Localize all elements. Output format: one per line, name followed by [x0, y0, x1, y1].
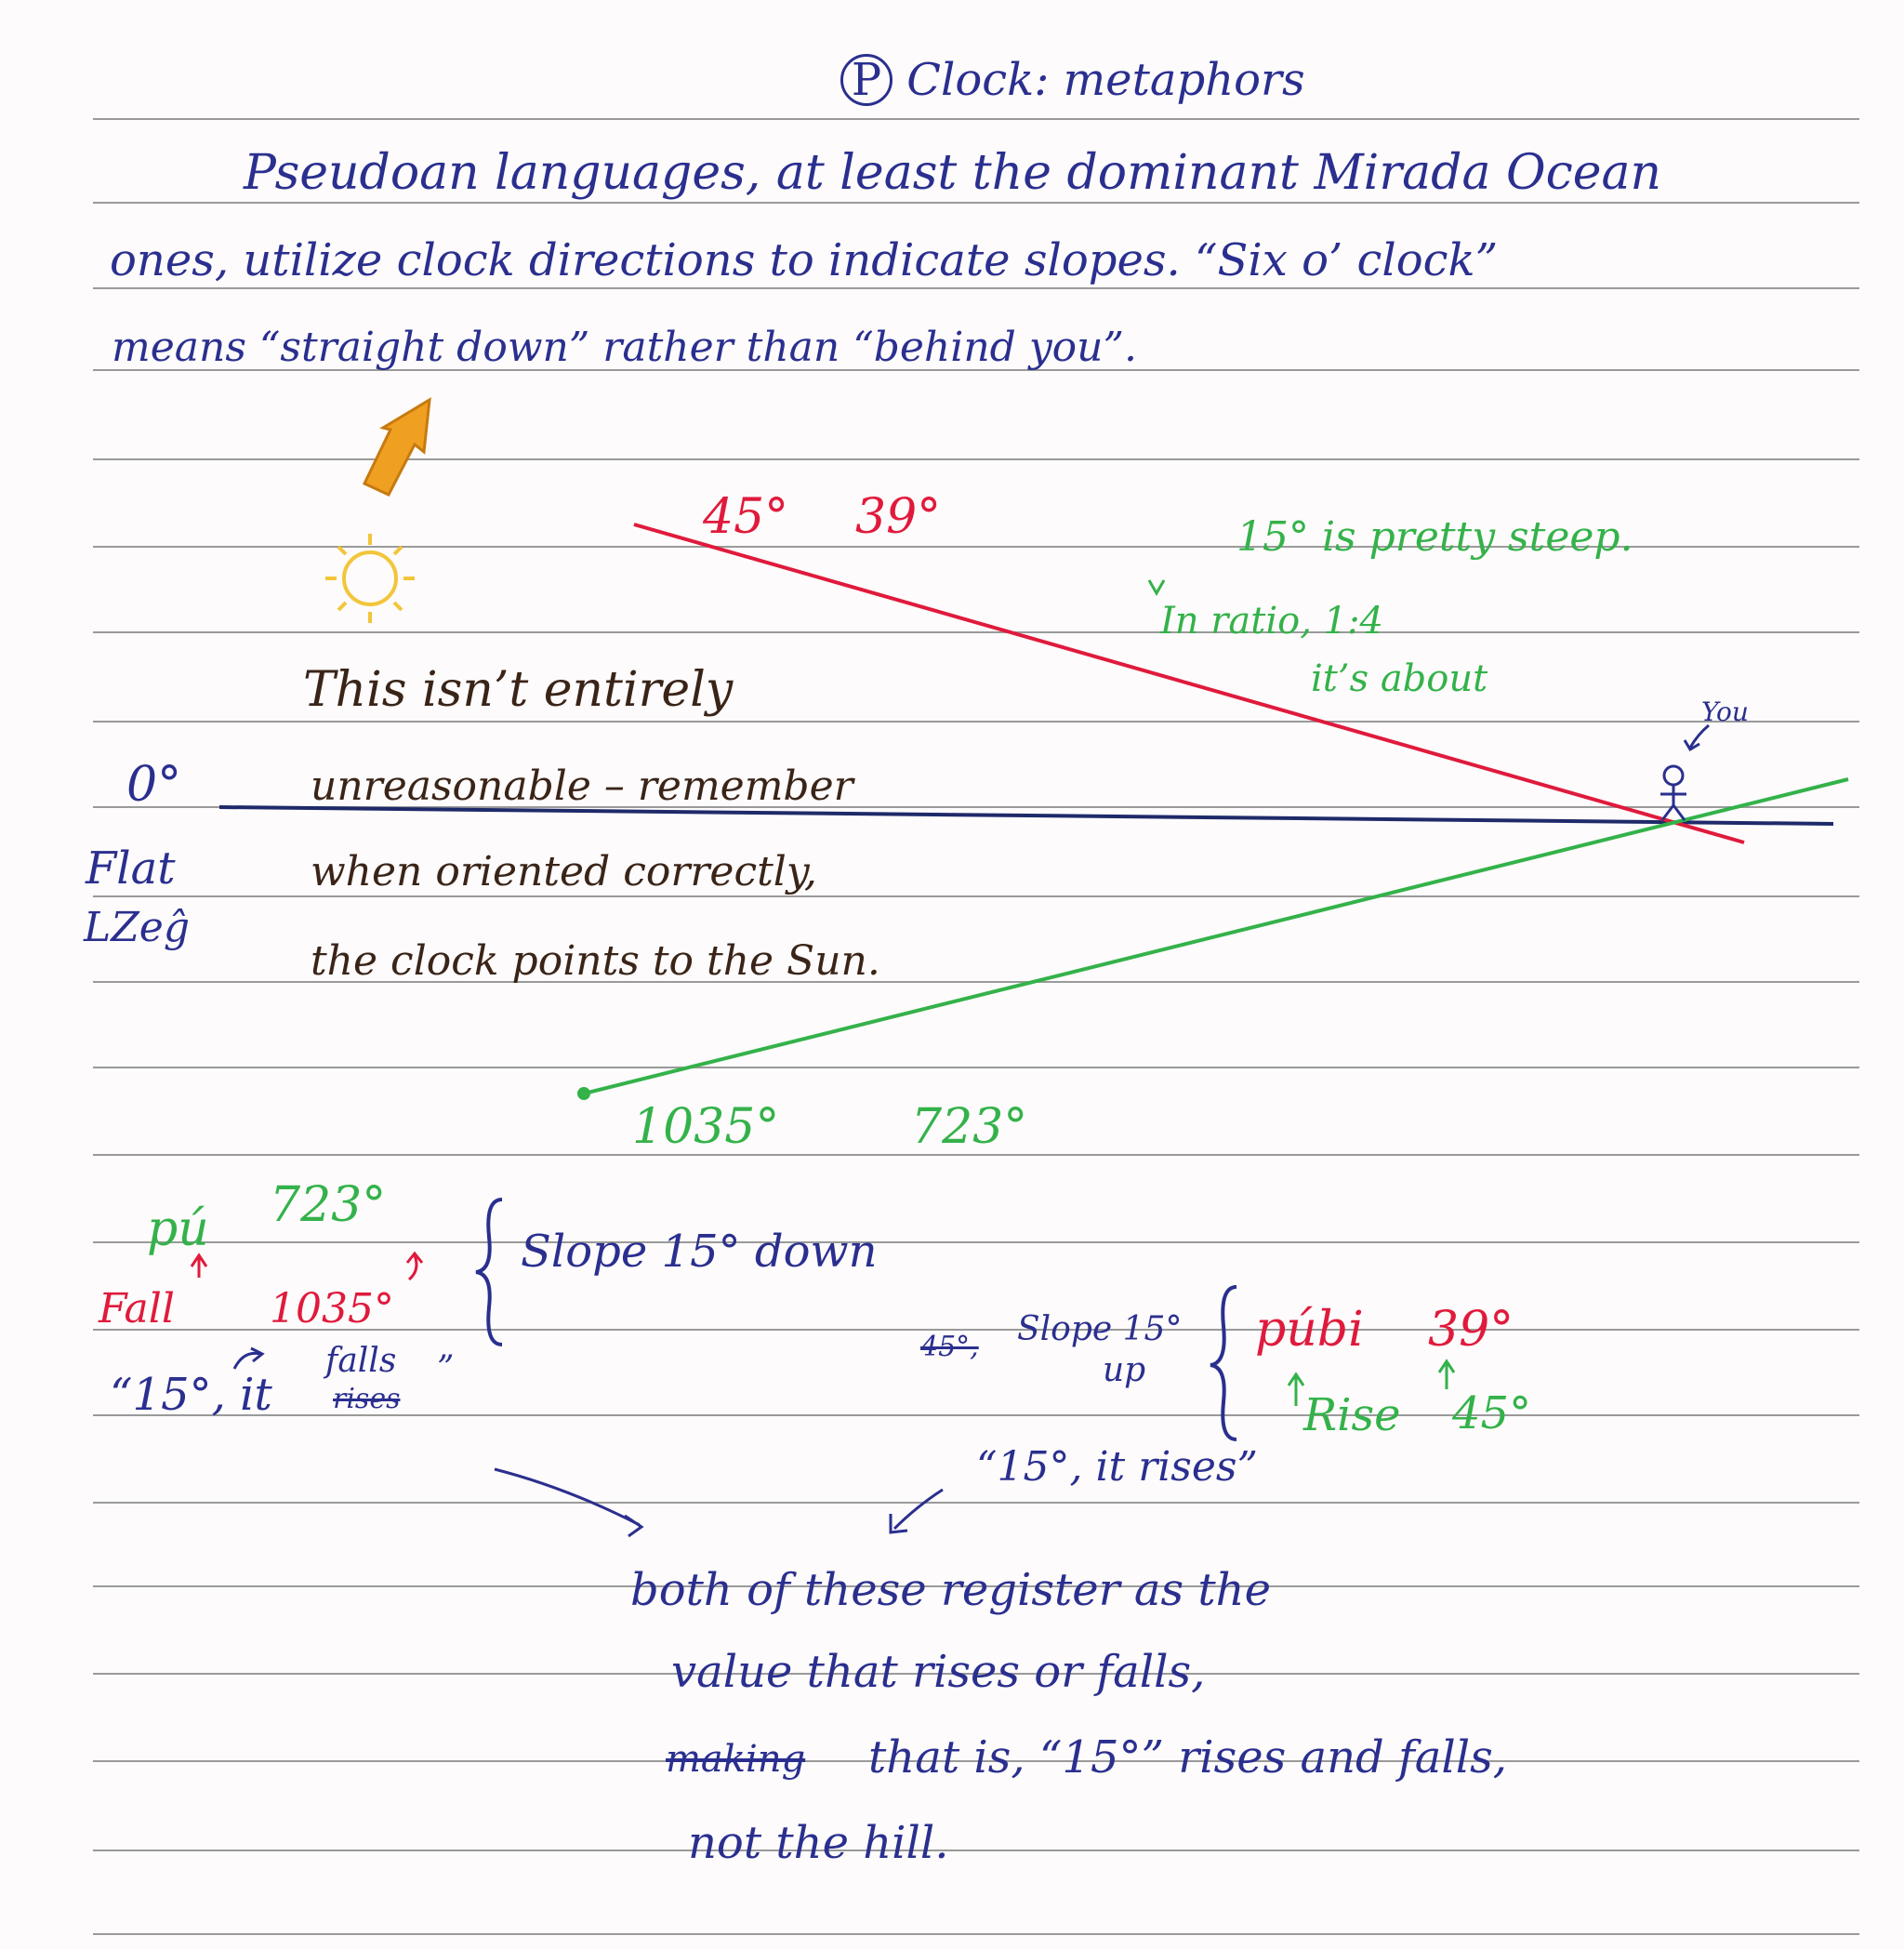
right-quote: “15°, it rises”: [976, 1443, 1258, 1491]
left-num-green: 723°: [270, 1177, 387, 1233]
conclusion-line-2: value that rises or falls,: [671, 1646, 1206, 1698]
green-label-1035: 1035°: [632, 1099, 780, 1155]
zero-degree-label: 0°: [126, 757, 182, 813]
left-slope-text: Slope 15° down: [521, 1226, 878, 1278]
red-label-39: 39°: [855, 489, 942, 545]
green-note-1: 15° is pretty steep.: [1236, 513, 1633, 561]
right-slope-text: Slope 15°: [1017, 1310, 1183, 1348]
flat-word: LZeĝ: [84, 904, 190, 951]
sun-icon: [325, 534, 415, 623]
you-label: You: [1701, 696, 1749, 727]
right-num-red: 39°: [1428, 1302, 1514, 1358]
person-icon: [1660, 766, 1686, 820]
green-label-723: 723°: [911, 1099, 1028, 1155]
brown-note-4: the clock points to the Sun.: [311, 937, 880, 985]
left-word-green: pú: [147, 1201, 209, 1257]
right-word-red: púbi: [1255, 1302, 1364, 1358]
left-quote-end: ”: [437, 1349, 455, 1387]
left-rises-struck: rises: [333, 1383, 401, 1415]
conclusion-struck: making: [666, 1738, 806, 1781]
orange-arrow-icon: [364, 400, 430, 495]
conclusion-line-4: not the hill.: [688, 1817, 949, 1869]
section-marker: P: [840, 54, 892, 106]
green-slope-line: [584, 779, 1848, 1094]
left-falls: falls: [325, 1342, 397, 1380]
flat-label: Flat: [86, 842, 176, 895]
brown-note-2: unreasonable – remember: [311, 762, 853, 810]
right-word-green: Rise: [1303, 1389, 1401, 1441]
right-num-green: 45°: [1452, 1387, 1532, 1439]
intro-line-2: ones, utilize clock directions to indicate slopes. “Six o’ clock”: [110, 234, 1499, 286]
conclusion-line-3: that is, “15°” rises and falls,: [868, 1731, 1507, 1783]
green-note-3: it’s about: [1311, 657, 1488, 700]
title-text: Clock: metaphors: [906, 54, 1305, 106]
conclusion-line-1: both of these register as the: [630, 1564, 1271, 1616]
intro-line-1: Pseudoan languages, at least the dominant Mirada Ocean: [244, 145, 1662, 201]
left-quote-start: “15°, it: [110, 1369, 272, 1421]
brown-note-1: This isn’t entirely: [303, 662, 734, 718]
page-title: [840, 54, 1305, 106]
red-label-45: 45°: [703, 489, 789, 545]
green-note-2: In ratio, 1:4: [1160, 600, 1383, 643]
left-word-red: Fall: [99, 1285, 175, 1332]
left-num-red: 1035°: [270, 1285, 394, 1332]
right-struck: 45°,: [920, 1331, 979, 1363]
intro-line-3: means “straight down” rather than “behind you”.: [112, 324, 1137, 371]
brown-note-3: when oriented correctly,: [311, 848, 817, 895]
right-up-text: up: [1103, 1351, 1146, 1389]
